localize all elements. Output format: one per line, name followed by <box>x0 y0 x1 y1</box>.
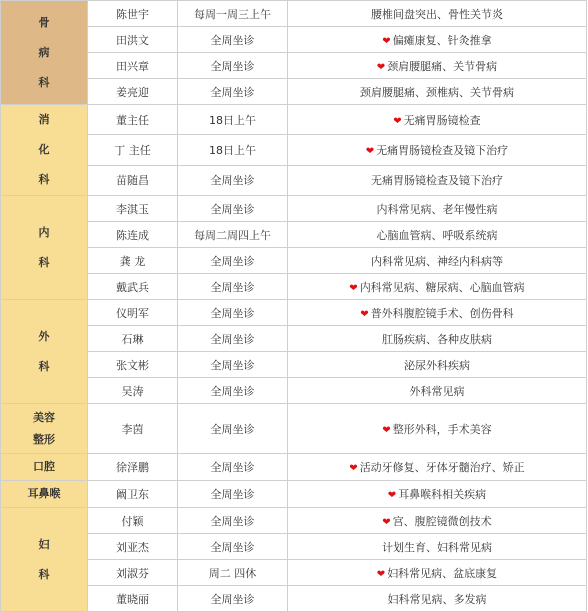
table-row <box>1 534 587 560</box>
specialty-text: 颈肩腰腿痛、关节骨病 <box>387 59 498 73</box>
heart-icon: ❤ <box>365 145 375 157</box>
specialty-text: 无痛胃肠镜检查 <box>403 113 481 127</box>
table-row <box>1 53 587 79</box>
table-row <box>1 378 587 404</box>
doctor-name: 李淇玉 <box>88 196 178 222</box>
table-row <box>1 352 587 378</box>
table-row <box>1 196 587 222</box>
schedule-time: 18日上午 <box>178 135 288 165</box>
schedule-time: 全周坐诊 <box>178 586 288 612</box>
schedule-time: 18日上午 <box>178 105 288 135</box>
specialty-text: 耳鼻喉科相关疾病 <box>398 488 487 501</box>
specialty-cell <box>288 300 587 326</box>
department-cell <box>1 1 88 105</box>
table-row <box>1 79 587 105</box>
department-cell <box>1 404 88 454</box>
specialty-text: 宫、腹腔镜微创技术 <box>392 514 492 528</box>
schedule-time: 全周坐诊 <box>178 404 288 454</box>
specialty-cell <box>288 165 587 195</box>
doctor-name: 刘淑芬 <box>88 560 178 586</box>
specialty-cell <box>288 560 587 586</box>
schedule-time: 全周坐诊 <box>178 534 288 560</box>
specialty-cell <box>288 105 587 135</box>
schedule-time: 全周坐诊 <box>178 248 288 274</box>
schedule-time: 全周坐诊 <box>178 481 288 508</box>
table-row <box>1 300 587 326</box>
schedule-time: 全周坐诊 <box>178 508 288 534</box>
heart-icon: ❤ <box>382 424 391 436</box>
schedule-time: 全周坐诊 <box>178 165 288 195</box>
department-cell <box>1 300 88 404</box>
specialty-text: 普外科腹腔镜手术、创伤骨科 <box>370 306 514 320</box>
department-name: 妇 科 <box>38 537 50 581</box>
specialty-cell <box>288 534 587 560</box>
specialty-text: 外科常见病 <box>409 384 465 398</box>
table-row <box>1 274 587 300</box>
doctor-name: 田洪文 <box>88 27 178 53</box>
heart-icon: ❤ <box>360 308 369 320</box>
doctor-name: 苗随昌 <box>88 165 178 195</box>
schedule-time: 每周一周三上午 <box>178 1 288 27</box>
heart-icon: ❤ <box>382 516 391 528</box>
department-name: 外 科 <box>38 329 50 373</box>
doctor-name: 田兴章 <box>88 53 178 79</box>
doctor-name: 姜亮迎 <box>88 79 178 105</box>
heart-icon: ❤ <box>376 568 386 580</box>
department-cell <box>1 196 88 300</box>
doctor-name: 龚 龙 <box>88 248 178 274</box>
schedule-time: 周二 四休 <box>178 560 288 586</box>
schedule-time: 全周坐诊 <box>178 378 288 404</box>
schedule-time: 全周坐诊 <box>178 27 288 53</box>
table-row <box>1 508 587 534</box>
specialty-text: 整形外科，手术美容 <box>392 422 492 436</box>
schedule-time: 全周坐诊 <box>178 79 288 105</box>
specialty-cell <box>288 586 587 612</box>
department-name: 美容 整形 <box>33 410 55 446</box>
doctor-name: 阚卫东 <box>88 481 178 508</box>
doctor-name: 仪明军 <box>88 300 178 326</box>
specialty-text: 心脑血管病、呼吸系统病 <box>376 228 498 242</box>
heart-icon: ❤ <box>393 115 402 127</box>
doctor-name: 徐泽鹏 <box>88 454 178 481</box>
specialty-cell <box>288 352 587 378</box>
schedule-time: 全周坐诊 <box>178 53 288 79</box>
specialty-text: 无痛胃肠镜检查及镜下治疗 <box>376 143 509 157</box>
specialty-text: 内科常见病、糖尿病、心脑血管病 <box>359 280 525 294</box>
table-row <box>1 105 587 135</box>
schedule-time: 全周坐诊 <box>178 352 288 378</box>
doctor-name: 陈连成 <box>88 222 178 248</box>
doctor-name: 董主任 <box>88 105 178 135</box>
table-row <box>1 326 587 352</box>
department-cell <box>1 481 88 508</box>
department-cell <box>1 454 88 481</box>
specialty-text: 偏瘫康复、针灸推拿 <box>392 33 492 47</box>
department-name: 耳鼻喉 <box>27 487 61 500</box>
heart-icon: ❤ <box>387 490 397 501</box>
department-cell <box>1 105 88 196</box>
doctor-name: 丁 主任 <box>88 135 178 165</box>
specialty-cell <box>288 27 587 53</box>
schedule-time: 全周坐诊 <box>178 300 288 326</box>
schedule-time: 全周坐诊 <box>178 196 288 222</box>
table-row <box>1 27 587 53</box>
table-row <box>1 560 587 586</box>
schedule-body <box>1 1 587 612</box>
department-name: 消 化 科 <box>38 113 50 186</box>
specialty-text: 内科常见病、神经内科病等 <box>371 254 503 268</box>
doctor-name: 付颖 <box>88 508 178 534</box>
specialty-text: 颈肩腰腿痛、颈椎病、关节骨病 <box>360 85 514 99</box>
doctor-name: 李茵 <box>88 404 178 454</box>
specialty-cell <box>288 222 587 248</box>
schedule-time: 全周坐诊 <box>178 454 288 481</box>
table-row <box>1 481 587 508</box>
specialty-cell <box>288 404 587 454</box>
specialty-text: 肛肠疾病、各种皮肤病 <box>382 332 492 346</box>
doctor-name: 戴武兵 <box>88 274 178 300</box>
specialty-text: 妇科常见病、盆底康复 <box>387 566 498 580</box>
doctor-name: 吴涛 <box>88 378 178 404</box>
specialty-cell <box>288 196 587 222</box>
specialty-cell <box>288 274 587 300</box>
doctor-name: 刘亚杰 <box>88 534 178 560</box>
doctor-name: 陈世宇 <box>88 1 178 27</box>
specialty-text: 计划生育、妇科常见病 <box>382 540 492 554</box>
table-row <box>1 135 587 165</box>
table-row <box>1 404 587 454</box>
specialty-cell <box>288 248 587 274</box>
specialty-cell <box>288 378 587 404</box>
specialty-text: 内科常见病、老年慢性病 <box>376 202 498 216</box>
schedule-time: 全周坐诊 <box>178 274 288 300</box>
department-name: 内 科 <box>38 225 50 269</box>
department-cell <box>1 508 88 612</box>
table-row <box>1 222 587 248</box>
specialty-cell <box>288 53 587 79</box>
specialty-cell <box>288 1 587 27</box>
table-row <box>1 1 587 27</box>
table-row <box>1 586 587 612</box>
doctor-name: 石琳 <box>88 326 178 352</box>
heart-icon: ❤ <box>382 35 391 47</box>
heart-icon: ❤ <box>376 61 386 73</box>
heart-icon: ❤ <box>349 463 358 474</box>
schedule-time: 每周二周四上午 <box>178 222 288 248</box>
specialty-text: 腰椎间盘突出、骨性关节炎 <box>371 7 503 21</box>
specialty-text: 泌尿外科疾病 <box>404 358 470 372</box>
specialty-cell <box>288 135 587 165</box>
table-row <box>1 165 587 195</box>
doctor-name: 张文彬 <box>88 352 178 378</box>
specialty-cell <box>288 326 587 352</box>
specialty-cell <box>288 79 587 105</box>
schedule-time: 全周坐诊 <box>178 326 288 352</box>
table-row <box>1 454 587 481</box>
doctor-name: 董晓丽 <box>88 586 178 612</box>
heart-icon: ❤ <box>349 282 358 294</box>
specialty-text: 活动牙修复、牙体牙髓治疗、矫正 <box>359 461 525 474</box>
specialty-cell <box>288 481 587 508</box>
department-name: 骨 病 科 <box>38 15 50 89</box>
specialty-text: 妇科常见病、多发病 <box>387 592 487 606</box>
table-row <box>1 248 587 274</box>
specialty-cell <box>288 454 587 481</box>
specialty-text: 无痛胃肠镜检查及镜下治疗 <box>371 174 503 188</box>
specialty-cell <box>288 508 587 534</box>
department-name: 口腔 <box>33 460 55 473</box>
